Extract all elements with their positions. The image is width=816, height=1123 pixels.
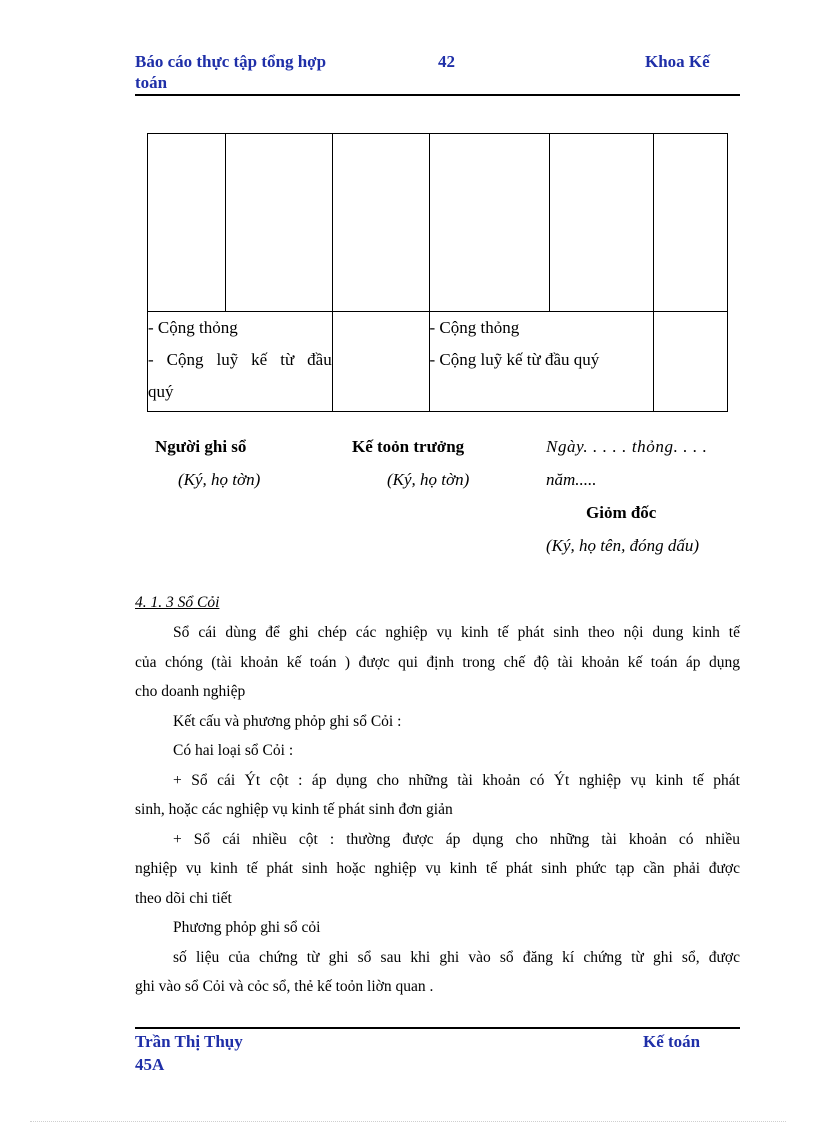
paragraph-line: cho doanh nghiệp bbox=[135, 683, 246, 700]
right-cumulative: - Cộng luỹ kế từ đầu quý bbox=[429, 350, 600, 369]
footer-author-line1: Trần Thị Thụy bbox=[135, 1032, 243, 1051]
chief-accountant-title: Kế toỏn trưởng bbox=[352, 437, 465, 456]
header-page-number: 42 bbox=[438, 52, 455, 71]
table-cell bbox=[148, 134, 226, 312]
paragraph-line: Sổ cái dùng để ghi chép các nghiệp vụ kinh tế phát sinh theo nội dung kinh tế bbox=[173, 624, 740, 641]
recorder-note: (Ký, họ tờn) bbox=[178, 470, 261, 489]
left-cumulative-line1: - Cộng luỹ kế từ đầu bbox=[148, 350, 332, 369]
paragraph-line: + Sổ cái Ýt cột : áp dụng cho những tài khoản có Ýt nghiệp vụ kinh tế phát bbox=[173, 771, 740, 789]
table-cell bbox=[225, 134, 332, 312]
paragraph-line: theo dõi chi tiết bbox=[135, 889, 232, 907]
page-bottom-dotted-line bbox=[30, 1121, 786, 1122]
footer-author-line2: 45A bbox=[135, 1055, 165, 1074]
table-cell bbox=[429, 134, 550, 312]
paragraph-line: nghiệp vụ kinh tế phát sinh hoặc nghiệp vụ kinh tế phát sinh phức tạp cần phải được bbox=[135, 860, 740, 877]
date-line1: Ngày. . . . . thỏng. . . . bbox=[546, 437, 708, 456]
header-title-line1: Báo cáo thực tập tổng hợp bbox=[135, 52, 327, 71]
paragraph-line: Phương phỏp ghi sổ cỏi bbox=[173, 919, 321, 936]
ledger-table bbox=[147, 133, 728, 412]
paragraph-line: + Sổ cái nhiều cột : thường được áp dụng cho những tài khoản có nhiều bbox=[173, 830, 740, 848]
table-row-totals bbox=[148, 312, 728, 412]
header-department: Khoa Kế bbox=[645, 52, 710, 71]
paragraph-line: ghi vào sổ Cỏi và cỏc sổ, thẻ kế toỏn liờn quan . bbox=[135, 978, 434, 995]
table-row-body bbox=[148, 134, 728, 312]
header-rule bbox=[135, 94, 740, 96]
director-note: (Ký, họ tên, đóng dấu) bbox=[546, 536, 699, 555]
recorder-title: Người ghi sổ bbox=[155, 437, 247, 456]
paragraph-line: số liệu của chứng từ ghi sổ sau khi ghi vào sổ đăng kí chứng từ ghi sổ, được bbox=[173, 948, 740, 966]
paragraph-line: sinh, hoặc các nghiệp vụ kinh tế phát sinh đơn giản bbox=[135, 801, 453, 818]
right-totals-cell bbox=[429, 312, 654, 412]
paragraph-line: Có hai loại sổ Cỏi : bbox=[173, 742, 294, 759]
table-cell bbox=[654, 134, 728, 312]
chief-accountant-note: (Ký, họ tờn) bbox=[387, 470, 470, 489]
left-cumulative-line2: quý bbox=[148, 382, 174, 401]
date-line2: năm..... bbox=[546, 470, 597, 489]
section-heading: 4. 1. 3 Sổ Cỏi bbox=[135, 594, 220, 611]
director-title: Giỏm đốc bbox=[586, 503, 657, 522]
footer-major: Kế toán bbox=[643, 1032, 701, 1051]
paragraph-line: của chóng (tài khoản kế toán ) được qui định trong chế độ tài khoản kế toán áp dụng bbox=[135, 653, 740, 671]
header-title-line2: toán bbox=[135, 73, 168, 92]
right-total-label: - Cộng thỏng bbox=[429, 318, 520, 337]
footer-rule bbox=[135, 1027, 740, 1029]
left-totals-cell bbox=[148, 312, 333, 412]
paragraph-line: Kết cấu và phương phỏp ghi sổ Cỏi : bbox=[173, 712, 402, 730]
table-cell bbox=[654, 312, 728, 412]
table-cell bbox=[332, 312, 429, 412]
table-cell bbox=[332, 134, 429, 312]
left-total-label: - Cộng thỏng bbox=[148, 318, 238, 337]
table-cell bbox=[550, 134, 654, 312]
